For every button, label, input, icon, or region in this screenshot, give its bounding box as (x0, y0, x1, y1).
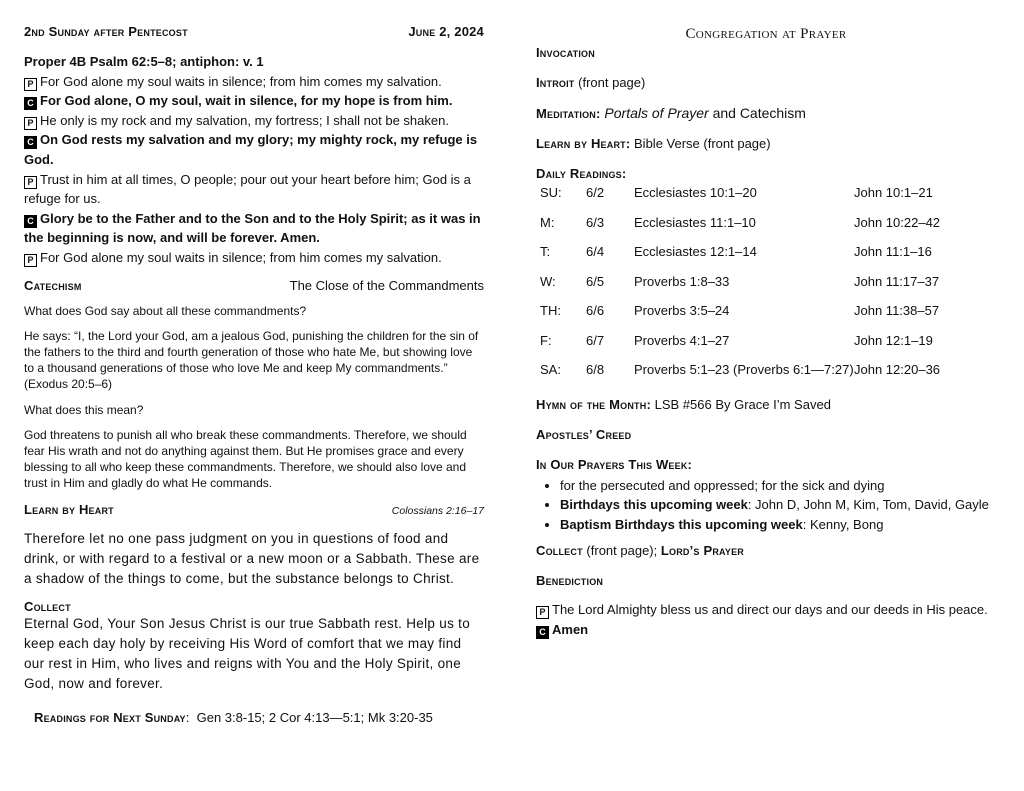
next-sunday-heading: Readings for Next Sunday (34, 709, 186, 725)
psalm-line (24, 72, 484, 92)
reading-nt: John 11:38–57 (854, 303, 940, 318)
psalm-title: Proper 4B Psalm 62:5–8; antiphon: v. 1 (24, 54, 264, 69)
hymn-line (536, 396, 996, 414)
benediction-heading: Benediction (536, 573, 604, 588)
invocation-heading: Invocation (536, 45, 595, 60)
prayer-item-label: Baptism Birthdays this upcoming week (560, 516, 803, 532)
reading-date: 6/7 (586, 332, 605, 348)
reading-nt: John 12:20–36 (854, 362, 941, 377)
hymn-heading: Hymn of the Month: (536, 396, 651, 412)
catechism-text (24, 303, 484, 492)
learn-by-heart-text: Therefore let no one pass judgment on you in questions of food and drink, or with regard to a festival or a new moon or a Sabbath. These are a shadow of the things to come, but the substance belongs to Christ. (24, 530, 480, 586)
reading-date: 6/2 (586, 185, 605, 200)
pastor-marker-icon: P (24, 78, 37, 91)
prayer-list (536, 476, 996, 535)
pastor-marker-icon: P (24, 254, 37, 267)
congregation-marker-icon: C (24, 136, 37, 149)
reading-day: SU: (540, 185, 562, 200)
learn-by-heart-heading: Learn by Heart (24, 501, 114, 517)
learn-by-heart-section (24, 502, 484, 589)
reading-nt: John 12:1–19 (854, 332, 933, 348)
psalm-line-text: For God alone my soul waits in silence; from him comes my salvation. (40, 73, 442, 89)
psalm-line (24, 130, 484, 169)
congregation-marker-icon: C (24, 215, 37, 228)
hymn-text: LSB #566 By Grace I’m Saved (654, 396, 831, 412)
reading-nt: John 10:22–42 (854, 214, 941, 230)
reading-date: 6/5 (586, 273, 605, 289)
reading-row (540, 360, 994, 390)
reading-nt: John 11:17–37 (854, 273, 940, 289)
benediction-congregation-text: Amen (552, 621, 589, 637)
right-column (536, 44, 996, 639)
introit-text: (front page) (578, 75, 646, 90)
psalm-section (24, 52, 484, 268)
reading-row (540, 213, 994, 243)
collect-line (536, 542, 996, 560)
reading-date: 6/8 (586, 362, 605, 377)
catechism-heading: Catechism (24, 277, 82, 293)
reading-ot: Proverbs 5:1–23 (Proverbs 6:1—7:27) (634, 362, 854, 377)
right-collect-heading: Collect (536, 543, 583, 558)
reading-ot: Proverbs 1:8–33 (634, 273, 730, 289)
prayer-item (560, 476, 996, 496)
reading-day: F: (540, 332, 552, 348)
meditation-line (536, 104, 996, 123)
psalm-line (24, 248, 484, 268)
reading-ot: Ecclesiastes 12:1–14 (634, 244, 757, 259)
benediction-pastor-text: The Lord Almighty bless us and direct our days and our deeds in His peace. (552, 602, 988, 617)
reading-row (540, 301, 994, 331)
reading-day: SA: (540, 362, 561, 377)
lords-prayer-heading: Lord’s Prayer (660, 543, 744, 558)
sunday-title: 2nd Sunday after Pentecost (24, 24, 188, 39)
reading-row (540, 183, 994, 213)
left-column (24, 24, 484, 725)
meditation-heading: Meditation: (536, 106, 601, 121)
next-sunday-text: Gen 3:8-15; 2 Cor 4:13—5:1; Mk 3:20-35 (196, 709, 433, 725)
pastor-marker-icon: P (24, 176, 37, 189)
prayers-section (536, 456, 996, 535)
next-sunday-readings: Readings for Next Sunday: Gen 3:8-15; 2 Cor 4:13—5:1; Mk 3:20-35 (34, 709, 433, 725)
psalm-line (24, 209, 484, 248)
congregation-marker-icon: C (536, 626, 549, 639)
prayer-item-label: Birthdays this upcoming week (560, 497, 748, 512)
benediction-congregation (536, 620, 996, 640)
right-page-title: Congregation at Prayer (685, 26, 847, 42)
reading-ot: Proverbs 3:5–24 (634, 303, 730, 318)
prayer-item-text: for the persecuted and oppressed; for the sick and dying (560, 477, 885, 493)
reading-nt: John 11:1–16 (854, 244, 932, 259)
catechism-subtitle: The Close of the Commandments (289, 277, 484, 293)
reading-ot: Proverbs 4:1–27 (634, 332, 730, 348)
prayer-item-text: : Kenny, Bong (802, 516, 884, 532)
psalm-line (24, 170, 484, 209)
bulletin-header (24, 24, 484, 46)
catechism-paragraph: God threatens to punish all who break these commandments. Therefore, we should fear His wrath and not do anything against them. But He promises grace and every blessing to all who keep these commandments. Therefore, we should also love and trust in Him and gladly do what He commands. (24, 427, 467, 491)
psalm-line-text: For God alone my soul waits in silence; from him comes my salvation. (40, 249, 442, 265)
meditation-rest: and Catechism (712, 105, 806, 121)
prayer-item (560, 495, 996, 515)
right-learn-heading: Learn by Heart: (536, 136, 631, 151)
collect-section (24, 599, 484, 694)
reading-row (540, 242, 994, 272)
right-collect-text: (front page); (586, 543, 658, 558)
psalm-line (24, 111, 484, 131)
congregation-marker-icon: C (24, 97, 37, 110)
reading-date: 6/4 (586, 244, 605, 259)
psalm-lines (24, 72, 484, 268)
psalm-line-text: He only is my rock and my salvation, my fortress; I shall not be shaken. (40, 112, 449, 128)
daily-readings-section (536, 165, 996, 390)
catechism-paragraph: What does this mean? (24, 402, 144, 417)
reading-date: 6/3 (586, 214, 605, 230)
reading-day: TH: (540, 303, 561, 318)
psalm-line-text: Glory be to the Father and to the Son and to the Holy Spirit; as it was in the beginning is now, and will be forever. Amen. (24, 210, 481, 246)
daily-readings-heading: Daily Readings: (536, 166, 627, 181)
prayer-item (560, 515, 996, 535)
collect-text: Eternal God, Your Son Jesus Christ is our true Sabbath rest. Help us to keep each day holy by receiving His Word of comfort that we may find our rest in Him, who lives and reigns with You and the Holy Spirit, one God, now and forever. (24, 615, 471, 691)
reading-nt: John 10:1–21 (854, 185, 933, 200)
psalm-line-text: For God alone, O my soul, wait in silence, for my hope is from him. (40, 93, 453, 109)
introit-line (536, 74, 996, 92)
learn-by-heart-citation: Colossians 2:16–17 (391, 504, 484, 517)
psalm-line-text: On God rests my salvation and my glory; my mighty rock, my refuge is God. (24, 132, 478, 167)
reading-day: W: (540, 273, 556, 289)
benediction-pastor (536, 600, 996, 620)
prayer-item-text: : John D, John M, Kim, Tom, David, Gayle (747, 497, 989, 512)
reading-row (540, 331, 994, 361)
reading-row (540, 272, 994, 302)
catechism-paragraph: He says: “I, the Lord your God, am a jealous God, punishing the children for the sin of the fathers to the third and fourth generation of those who hate Me, but showing love to a thousand generations of those who love Me and keep My commandments.” (Exodus 20:5–6) (24, 328, 479, 392)
reading-day: M: (540, 214, 555, 230)
reading-day: T: (540, 244, 551, 259)
benediction-text (536, 600, 996, 639)
prayers-heading: In Our Prayers This Week: (536, 456, 693, 472)
apostles-creed-heading: Apostles’ Creed (536, 426, 632, 442)
reading-ot: Ecclesiastes 10:1–20 (634, 185, 757, 200)
meditation-italic: Portals of Prayer (604, 105, 709, 121)
reading-date: 6/6 (586, 303, 605, 318)
catechism-section (24, 278, 484, 492)
pastor-marker-icon: P (24, 117, 37, 130)
learn-by-heart-line (536, 135, 996, 153)
reading-ot: Ecclesiastes 11:1–10 (634, 214, 756, 230)
psalm-line-text: Trust in him at all times, O people; pour out your heart before him; God is a refuge for us. (24, 171, 471, 207)
psalm-line (24, 91, 484, 111)
daily-readings-table (540, 183, 994, 390)
catechism-paragraph: What does God say about all these commandments? (24, 303, 307, 318)
right-learn-text: Bible Verse (front page) (634, 136, 771, 151)
introit-heading: Introit (536, 75, 575, 90)
service-date: June 2, 2024 (408, 24, 484, 39)
collect-heading: Collect (24, 598, 71, 614)
pastor-marker-icon: P (536, 606, 549, 619)
